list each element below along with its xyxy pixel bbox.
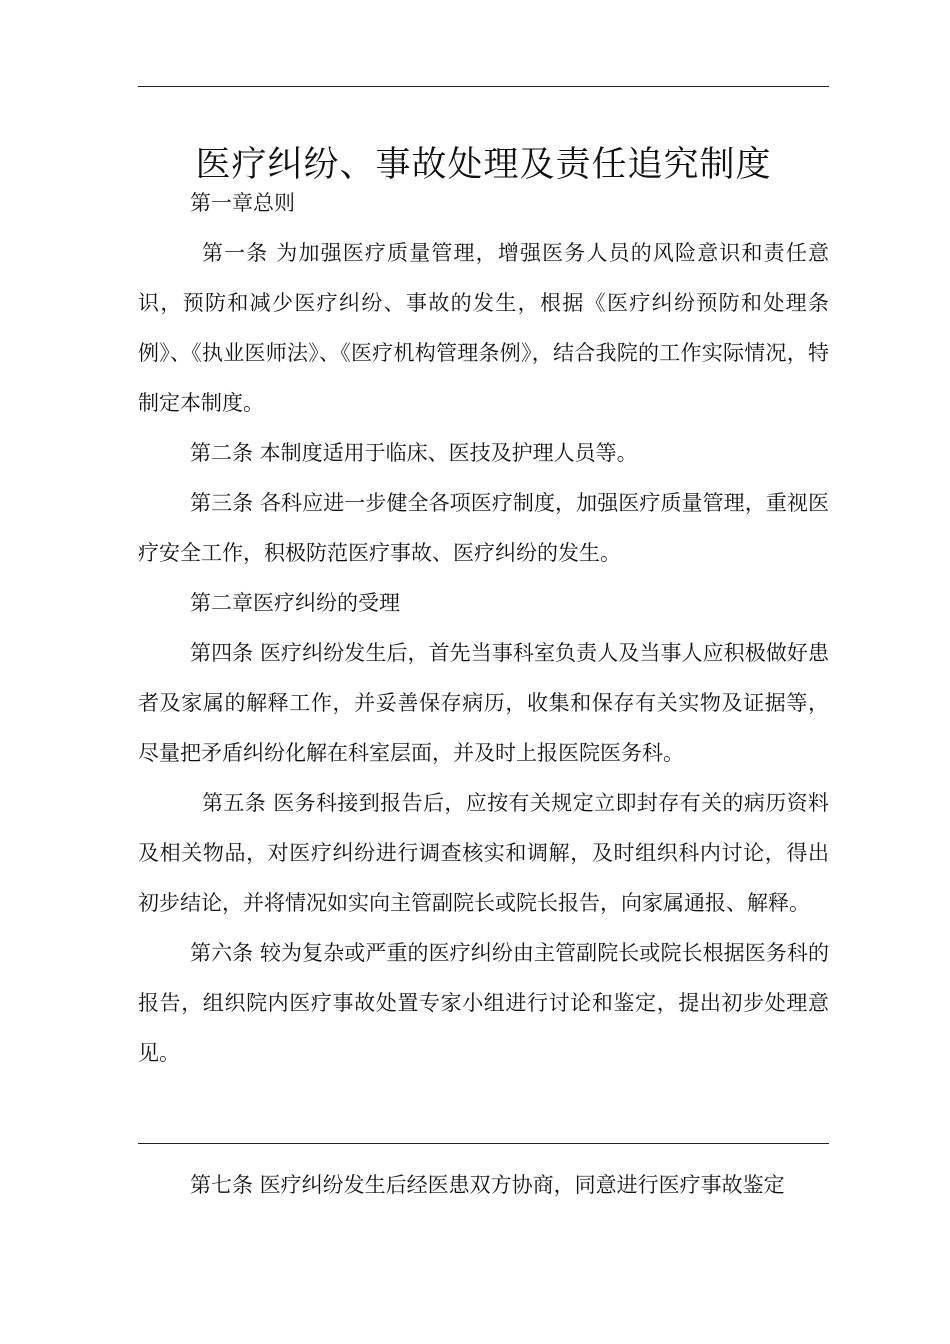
article-2: 第二条 本制度适用于临床、医技及护理人员等。 bbox=[190, 441, 638, 465]
article-4: 第四条 医疗纠纷发生后，首先当事科室负责人及当事人应积极做好患者及家属的解释工作，并妥善保存病历，收集和保存有关实物及证据等，尽量把矛盾纠纷化解在科室层面，并及时上报医院医务科。 bbox=[138, 641, 829, 765]
header-rule bbox=[138, 86, 829, 87]
chapter-heading-2: 第二章医疗纠纷的受理 bbox=[190, 591, 400, 615]
article-5: 第五条 医务科接到报告后，应按有关规定立即封存有关的病历资料及相关物品，对医疗纠纷进行调查核实和调解，及时组织科内讨论，得出初步结论，并将情况如实向主管副院长或院长报告，向家属通报、解释。 bbox=[138, 791, 829, 915]
document-body bbox=[138, 178, 829, 1078]
article-1: 第一条 为加强医疗质量管理，增强医务人员的风险意识和责任意识，预防和减少医疗纠纷、事故的发生，根据《医疗纠纷预防和处理条例》、《执业医师法》、《医疗机构管理条例》，结合我院的工作实际情况，特制定本制度。 bbox=[138, 241, 829, 415]
article-6: 第六条 较为复杂或严重的医疗纠纷由主管副院长或院长根据医务科的报告，组织院内医疗事故处置专家小组进行讨论和鉴定，提出初步处理意见。 bbox=[138, 941, 829, 1065]
article-7: 第七条 医疗纠纷发生后经医患双方协商，同意进行医疗事故鉴定 bbox=[190, 1173, 785, 1197]
document-title: 医疗纠纷、事故处理及责任追究制度 bbox=[195, 145, 772, 186]
footer-rule bbox=[138, 1143, 829, 1144]
chapter-heading-1: 第一章总则 bbox=[190, 191, 295, 215]
article-3: 第三条 各科应进一步健全各项医疗制度，加强医疗质量管理，重视医疗安全工作，积极防范医疗事故、医疗纠纷的发生。 bbox=[138, 491, 829, 565]
next-page-content bbox=[138, 1160, 829, 1210]
